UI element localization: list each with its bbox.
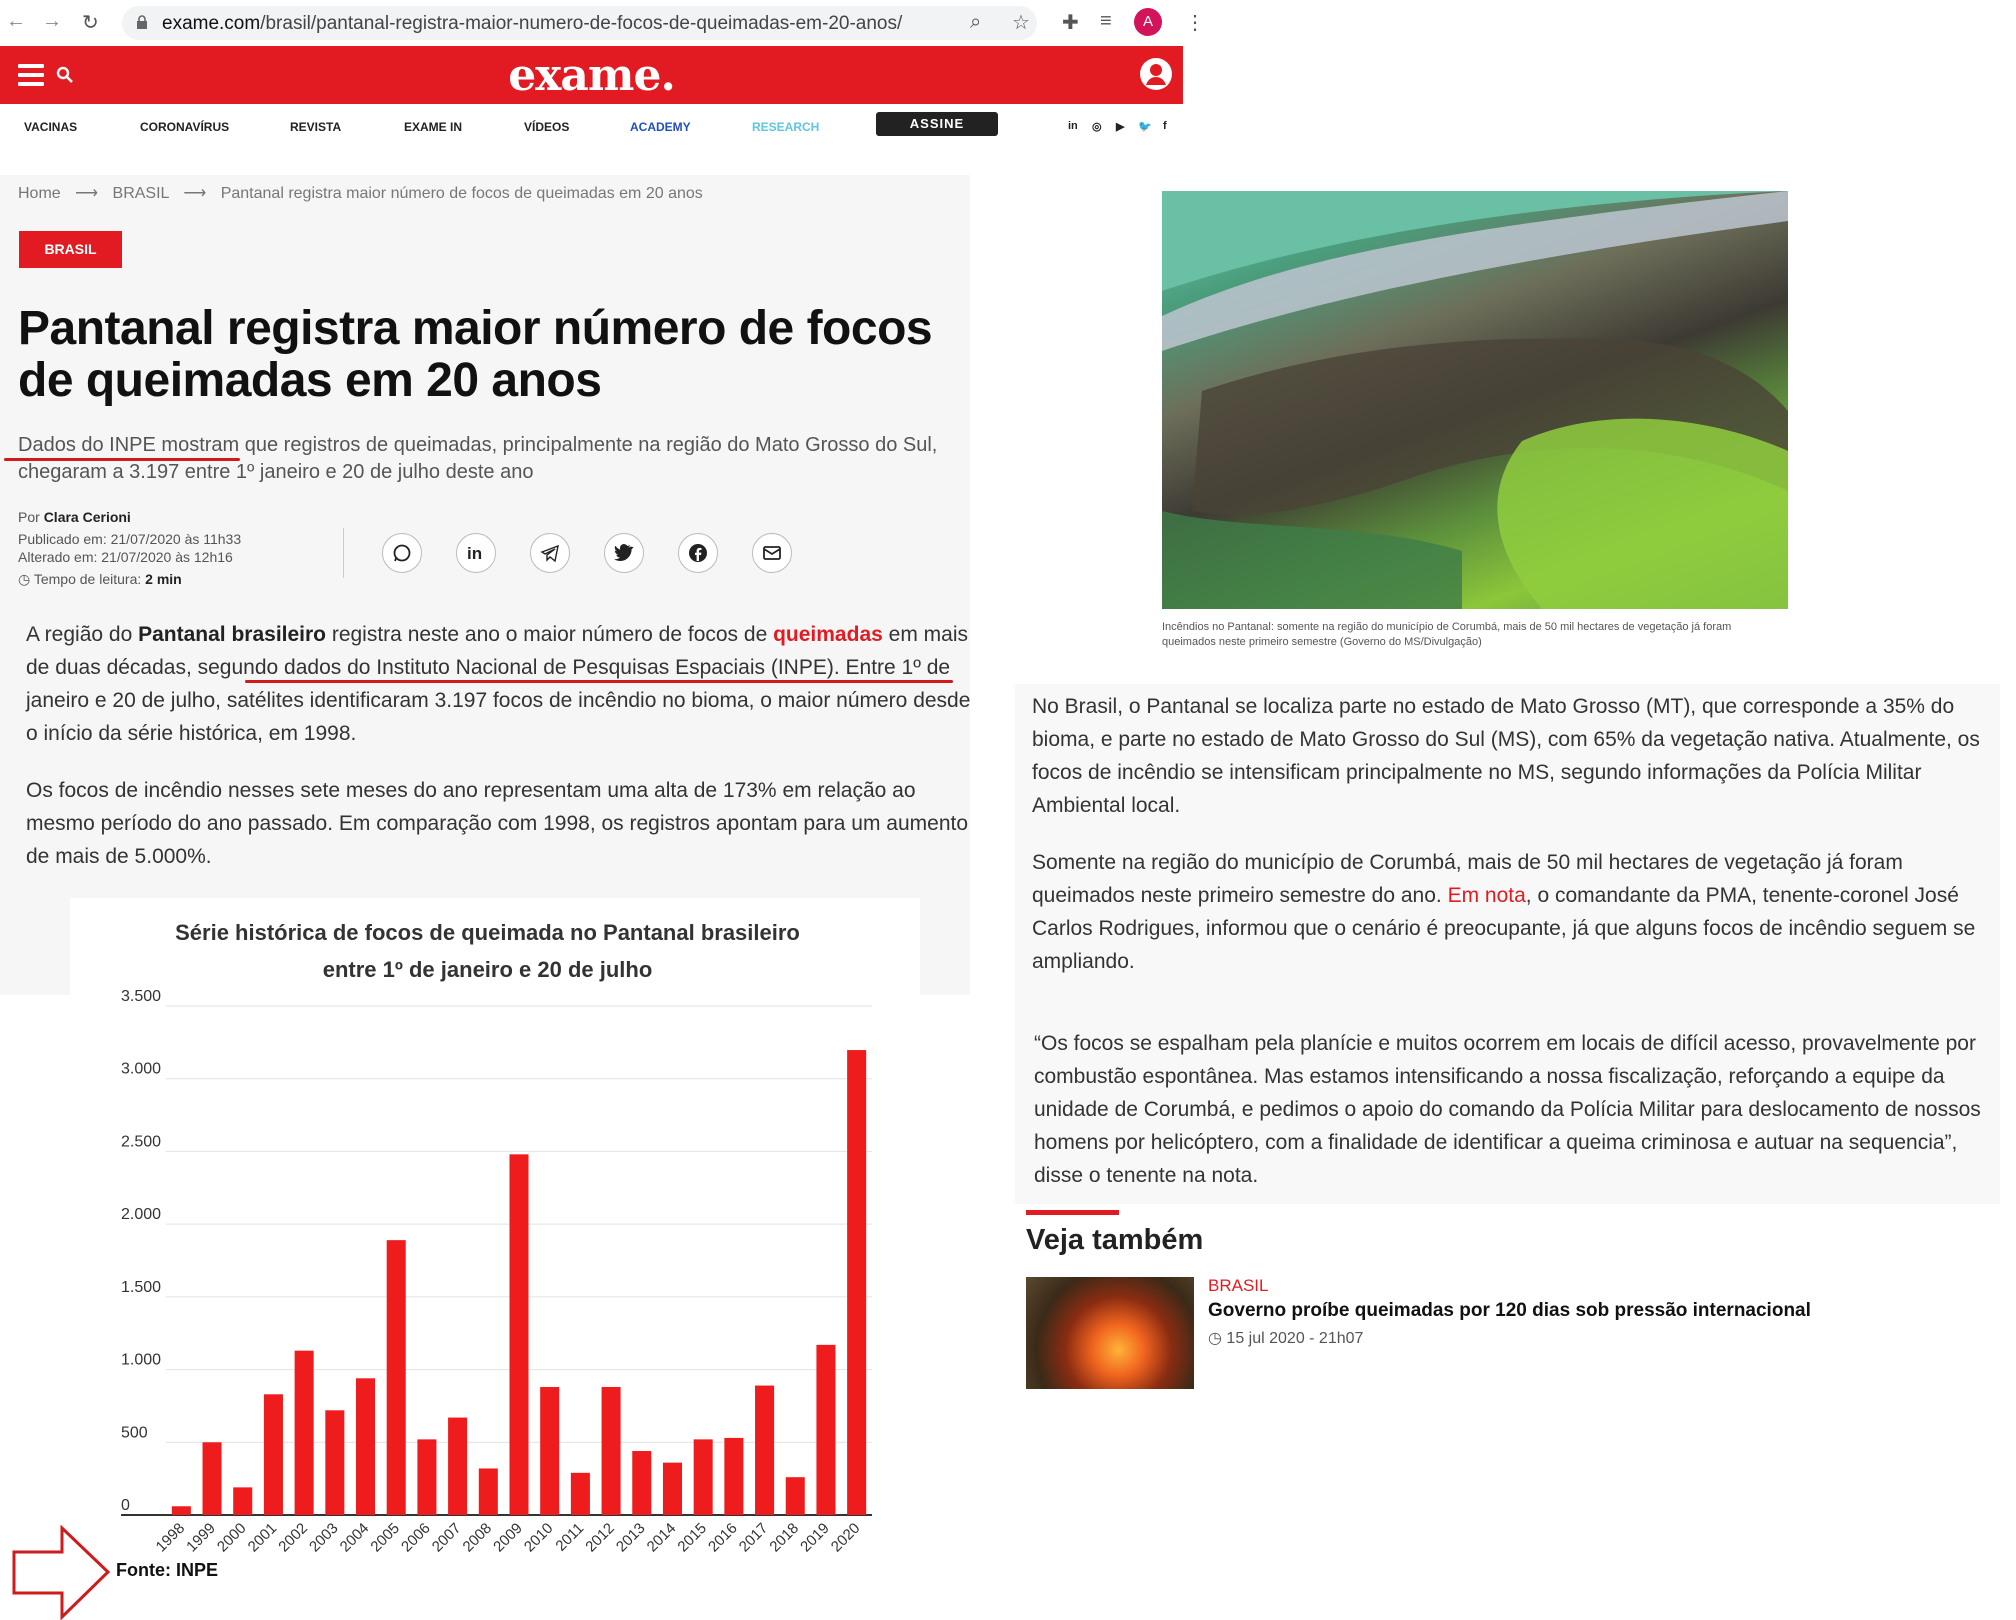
x-tick-label: 1998	[152, 1519, 189, 1556]
x-tick-label: 2000	[213, 1519, 250, 1556]
facebook-icon	[688, 543, 708, 563]
breadcrumb-section[interactable]: BRASIL	[112, 185, 169, 202]
menu-dots-icon[interactable]: ⋮	[1185, 12, 1205, 34]
linkedin-icon	[466, 543, 486, 563]
category-tag[interactable]: BRASIL	[19, 231, 122, 268]
x-tick-label: 2015	[674, 1519, 711, 1556]
x-tick-label: 2003	[306, 1519, 342, 1556]
share-facebook-button[interactable]	[678, 533, 718, 573]
reading-time-label: Tempo de leitura:	[33, 571, 142, 587]
x-tick-label: 2004	[336, 1519, 373, 1556]
x-tick-label: 2007	[428, 1519, 465, 1556]
nav-vacinas[interactable]: VACINAS	[24, 120, 78, 134]
x-tick-label: 2017	[735, 1519, 772, 1556]
y-tick-label: 2.000	[121, 1206, 162, 1224]
p1-text: registra neste ano o maior número de focos de	[326, 623, 774, 646]
bookmark-star-icon[interactable]: ☆	[1012, 12, 1030, 34]
see-also-accent	[1026, 1210, 1119, 1215]
article-headline: Pantanal registra maior número de focos de queimadas em 20 anos	[18, 302, 933, 407]
reading-time: 2 min	[145, 571, 182, 587]
x-tick-label: 2011	[552, 1519, 588, 1555]
subscribe-button[interactable]: ASSINE	[876, 112, 998, 136]
x-tick-label: 2006	[398, 1519, 434, 1556]
breadcrumb-arrow-icon: ⟶	[183, 185, 207, 202]
related-date-text: 15 jul 2020 - 21h07	[1226, 1330, 1364, 1347]
p4-text: , o comandante da PMA, tenente-coronel José Carlos Rodrigues, informou que o cenário é preocupante, já que alguns focos de incêndio seguem se ampliando.	[1032, 884, 1976, 973]
x-tick-label: 2009	[490, 1519, 526, 1556]
annotation-underline	[245, 680, 953, 683]
published-date: Publicado em: 21/07/2020 às 11h33	[18, 531, 242, 547]
annotation-underline	[4, 458, 240, 461]
user-account-icon[interactable]	[1140, 58, 1172, 90]
article-paragraph-1	[26, 618, 976, 750]
section-nav	[0, 104, 1183, 144]
x-tick-label: 2012	[582, 1519, 618, 1556]
address-bar[interactable]	[122, 6, 1037, 40]
article-paragraph-2: Os focos de incêndio nesses sete meses do ano representam uma alta de 173% em relação ao mesmo período do ano passado. Em comparação com 1998, os registros apontam para um aumento de mais de 5.000%.	[26, 779, 969, 868]
whatsapp-icon	[392, 543, 412, 563]
x-tick-label: 2016	[705, 1519, 741, 1556]
share-whatsapp-button[interactable]	[382, 533, 422, 573]
p1-bold: Pantanal brasileiro	[138, 623, 326, 646]
x-tick-label: 2018	[766, 1519, 803, 1556]
chart-container	[70, 898, 920, 1620]
meta-divider	[343, 528, 344, 578]
nav-videos[interactable]: VÍDEOS	[524, 120, 570, 134]
author-name[interactable]: Clara Cerioni	[43, 509, 131, 525]
x-tick-label: 2019	[797, 1519, 833, 1556]
clock-icon: ◷	[1208, 1330, 1222, 1347]
p4-text: Somente na região do município de Corumbá, mais de 50 mil hectares de vegetação já foram queimados neste primeiro semestre do ano.	[1032, 851, 1903, 907]
updated-date: Alterado em: 21/07/2020 às 12h16	[18, 549, 233, 565]
media-queue-icon[interactable]: ≡	[1100, 10, 1112, 32]
x-tick-label: 1999	[183, 1519, 219, 1556]
share-telegram-button[interactable]	[530, 533, 570, 573]
p1-text: em mais de duas décadas, segundo dados do Instituto Nacional de Pesquisas Espaciais (INPE). Entre 1º de janeiro e 20 de julho, satélites identificaram 3.197 focos de incêndio no bioma, o maior número desde o início da série histórica, em 1998.	[26, 623, 971, 745]
em-nota-link[interactable]: Em nota	[1447, 884, 1526, 907]
twitter-icon[interactable]: 🐦	[1138, 121, 1152, 133]
chart-source: Fonte: INPE	[116, 1560, 218, 1580]
related-date	[1208, 1328, 1363, 1348]
back-icon[interactable]: ←	[6, 10, 26, 32]
photo-caption: Incêndios no Pantanal: somente na região do município de Corumbá, mais de 50 mil hectares de vegetação já foram queimados neste primeiro semestre (Governo do MS/Divulgação)	[1162, 621, 1732, 648]
chart-title-line-2: entre 1º de janeiro e 20 de julho	[322, 957, 653, 982]
y-tick-label: 3.000	[121, 1060, 162, 1078]
site-logo[interactable]: exame.	[508, 50, 675, 101]
twitter-icon	[614, 543, 634, 563]
y-tick-label: 0	[121, 1497, 130, 1514]
related-category[interactable]: BRASIL	[1208, 1276, 1269, 1295]
chart-title	[70, 914, 905, 988]
nav-exame-in[interactable]: EXAME IN	[404, 120, 463, 134]
x-tick-label: 2005	[367, 1519, 404, 1556]
clock-icon: ◷	[18, 571, 31, 587]
lock-icon	[136, 15, 148, 29]
related-title[interactable]: Governo proíbe queimadas por 120 dias sob pressão internacional	[1208, 1300, 1811, 1321]
url-text: exame.com/brasil/pantanal-registra-maior-numero-de-focos-de-queimadas-em-20-anos/	[162, 13, 903, 34]
article-paragraph-4	[1032, 846, 1982, 978]
telegram-icon	[540, 543, 560, 563]
article-quote: “Os focos se espalham pela planície e muitos ocorrem em locais de difícil acesso, provavelmente por combustão espontânea. Mas estamos intensificando a nossa fiscalização, reforçando a equipe da unidade de Corumbá, e pedimos o apoio do comando da Polícia Militar para deslocamento de nossos homens por helicóptero, com a finalidade de identificar a queima criminosa e autuar na sequencia”, disse o tenente na nota.	[1034, 1032, 1981, 1187]
related-thumbnail[interactable]	[1026, 1277, 1194, 1389]
x-tick-label: 2020	[827, 1519, 864, 1556]
author-prefix: Por	[18, 509, 40, 525]
share-twitter-button[interactable]	[604, 533, 644, 573]
y-tick-label: 500	[121, 1424, 148, 1442]
forward-icon[interactable]: →	[42, 10, 62, 32]
facebook-icon[interactable]: f	[1163, 120, 1167, 132]
youtube-icon[interactable]: ▶	[1116, 121, 1125, 133]
browser-toolbar	[0, 0, 1205, 46]
x-tick-label: 2008	[459, 1519, 496, 1556]
nav-revista[interactable]: REVISTA	[290, 120, 342, 134]
y-tick-label: 1.500	[121, 1278, 162, 1296]
annotation-arrow-icon	[12, 1525, 112, 1620]
article-paragraph-3: No Brasil, o Pantanal se localiza parte no estado de Mato Grosso (MT), que corresponde a 35% do bioma, e parte no estado de Mato Grosso do Sul (MS), com 65% da vegetação nativa. Atualmente, os focos de incêndio se intensificam principalmente no MS, segundo informações da Polícia Militar Ambiental local.	[1032, 695, 1980, 817]
see-also-heading: Veja também	[1026, 1224, 1204, 1256]
share-linkedin-button[interactable]	[456, 533, 496, 573]
nav-coronavirus[interactable]: CORONAVÍRUS	[140, 120, 230, 134]
y-tick-label: 2.500	[121, 1133, 162, 1151]
reload-icon[interactable]: ↻	[82, 12, 99, 34]
breadcrumb	[18, 183, 703, 203]
zoom-icon[interactable]: ⌕	[970, 11, 982, 33]
linkedin-icon[interactable]: in	[1068, 120, 1078, 132]
p1-text: A região do	[26, 623, 139, 646]
y-tick-label: 3.500	[121, 988, 162, 1005]
article-photo	[1162, 191, 1788, 609]
breadcrumb-arrow-icon: ⟶	[75, 185, 99, 202]
nav-research[interactable]: RESEARCH	[752, 120, 820, 134]
nav-academy[interactable]: ACADEMY	[630, 120, 691, 134]
queimadas-link[interactable]: queimadas	[773, 623, 883, 646]
site-header	[0, 46, 1183, 104]
share-email-button[interactable]	[752, 533, 792, 573]
svg-text:in: in	[467, 544, 483, 563]
x-tick-label: 2001	[244, 1519, 281, 1556]
profile-avatar[interactable]: A	[1134, 8, 1162, 36]
article-meta	[18, 508, 241, 588]
email-icon	[762, 543, 782, 563]
instagram-icon[interactable]: ◎	[1092, 121, 1102, 133]
y-tick-label: 1.000	[121, 1351, 162, 1369]
breadcrumb-current: Pantanal registra maior número de focos de queimadas em 20 anos	[220, 185, 703, 202]
breadcrumb-home[interactable]: Home	[18, 185, 61, 202]
x-tick-label: 2002	[275, 1519, 311, 1556]
x-tick-label: 2013	[612, 1519, 649, 1556]
extensions-icon[interactable]: ✚	[1062, 12, 1079, 34]
x-tick-label: 2014	[643, 1519, 680, 1556]
chart-title-line-1: Série histórica de focos de queimada no Pantanal brasileiro	[175, 920, 800, 945]
article-subtitle: Dados do INPE mostram que registros de queimadas, principalmente na região do Mato Grosso do Sul, chegaram a 3.197 entre 1º janeiro e 20 de julho deste ano	[18, 434, 938, 483]
x-tick-label: 2010	[520, 1519, 557, 1556]
